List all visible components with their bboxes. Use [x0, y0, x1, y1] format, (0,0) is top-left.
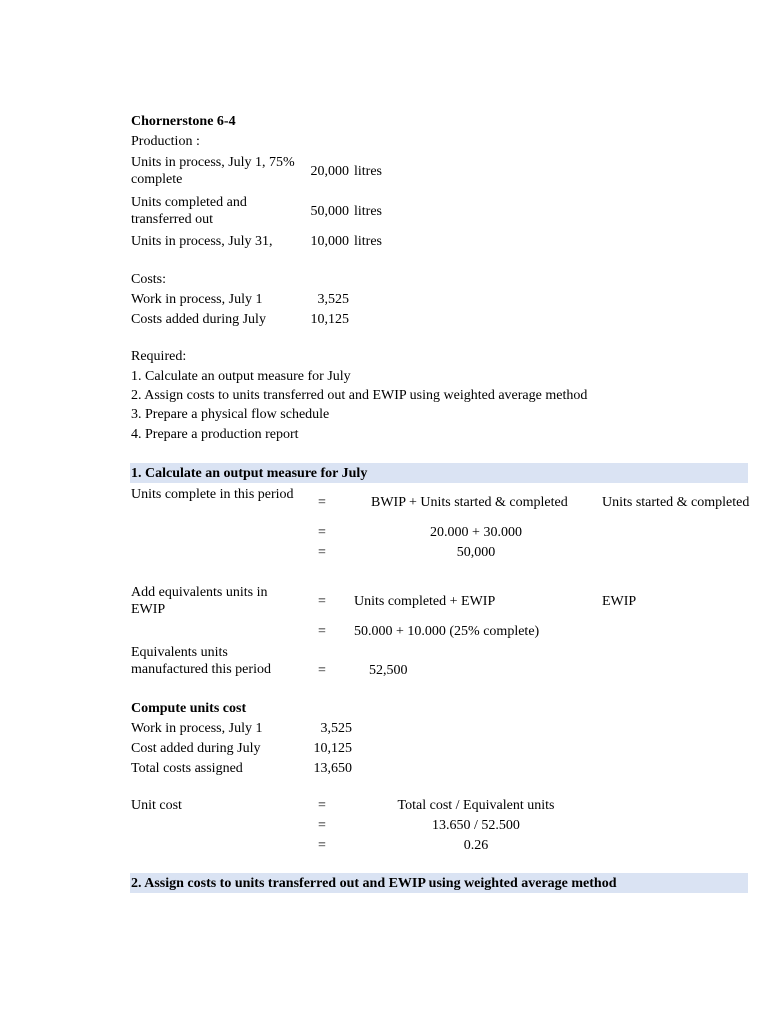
- unit-cost-heading: Compute units cost: [131, 701, 247, 716]
- units-complete-result: 50,000: [456, 545, 496, 560]
- production-unit-july1: litres: [354, 164, 382, 179]
- section-2-heading: 2. Assign costs to units transferred out and EWIP using weighted average method: [131, 876, 617, 891]
- equals-sign: =: [318, 594, 326, 609]
- unit-cost-formula: Total cost / Equivalent units: [397, 798, 555, 813]
- add-equiv-calc: 50.000 + 10.000 (25% complete): [354, 624, 540, 639]
- equals-sign: =: [318, 663, 326, 678]
- equals-sign: =: [318, 545, 326, 560]
- production-value-completed: 50,000: [310, 204, 349, 219]
- production-heading: Production :: [131, 134, 200, 149]
- unit-cost-row-value: 10,125: [313, 741, 352, 756]
- costs-label-added: Costs added during July: [131, 312, 266, 327]
- add-equiv-formula: Units completed + EWIP: [354, 594, 496, 609]
- equals-sign: =: [318, 818, 326, 833]
- units-complete-formula: BWIP + Units started & completed: [371, 495, 568, 510]
- unit-cost-row-label: Total costs assigned: [131, 761, 243, 776]
- costs-heading: Costs:: [131, 272, 167, 287]
- production-unit-completed: litres: [354, 204, 382, 219]
- required-heading: Required:: [131, 349, 187, 364]
- unit-cost-row-label: Cost added during July: [131, 741, 261, 756]
- required-item: 4. Prepare a production report: [131, 427, 299, 442]
- unit-cost-row-value: 13,650: [313, 761, 352, 776]
- equals-sign: =: [318, 798, 326, 813]
- costs-value-wip: 3,525: [317, 292, 349, 307]
- costs-value-added: 10,125: [310, 312, 349, 327]
- unit-cost-result: 0.26: [463, 838, 489, 853]
- units-complete-label: Units complete in this period: [131, 487, 294, 502]
- unit-cost-label: Unit cost: [131, 798, 182, 813]
- unit-cost-row-value: 3,525: [320, 721, 352, 736]
- equals-sign: =: [318, 495, 326, 510]
- production-label-july31: Units in process, July 31,: [131, 234, 273, 249]
- production-value-july31: 10,000: [310, 234, 349, 249]
- production-value-july1: 20,000: [310, 164, 349, 179]
- unit-cost-calc: 13.650 / 52.500: [432, 818, 520, 833]
- equiv-mfg-label: Equivalents units manufactured this period: [131, 645, 271, 677]
- equals-sign: =: [318, 838, 326, 853]
- production-unit-july31: litres: [354, 234, 382, 249]
- equiv-mfg-result: 52,500: [369, 663, 408, 678]
- production-label-july1: Units in process, July 1, 75% complete: [131, 155, 295, 187]
- unit-cost-row-label: Work in process, July 1: [131, 721, 263, 736]
- equals-sign: =: [318, 624, 326, 639]
- ewip-note: EWIP: [602, 594, 637, 609]
- equals-sign: =: [318, 525, 326, 540]
- required-item: 3. Prepare a physical flow schedule: [131, 407, 330, 422]
- units-started-note: Units started & completed: [602, 495, 750, 510]
- costs-label-wip: Work in process, July 1: [131, 292, 263, 307]
- production-label-completed: Units completed and transferred out: [131, 195, 247, 227]
- page-title: Chornerstone 6-4: [131, 114, 236, 129]
- add-equiv-label: Add equivalents units in EWIP: [131, 585, 268, 617]
- section-1-heading: 1. Calculate an output measure for July: [131, 466, 368, 481]
- required-item: 2. Assign costs to units transferred out and EWIP using weighted average method: [131, 388, 588, 403]
- units-complete-calc: 20.000 + 30.000: [430, 525, 522, 540]
- required-item: 1. Calculate an output measure for July: [131, 369, 351, 384]
